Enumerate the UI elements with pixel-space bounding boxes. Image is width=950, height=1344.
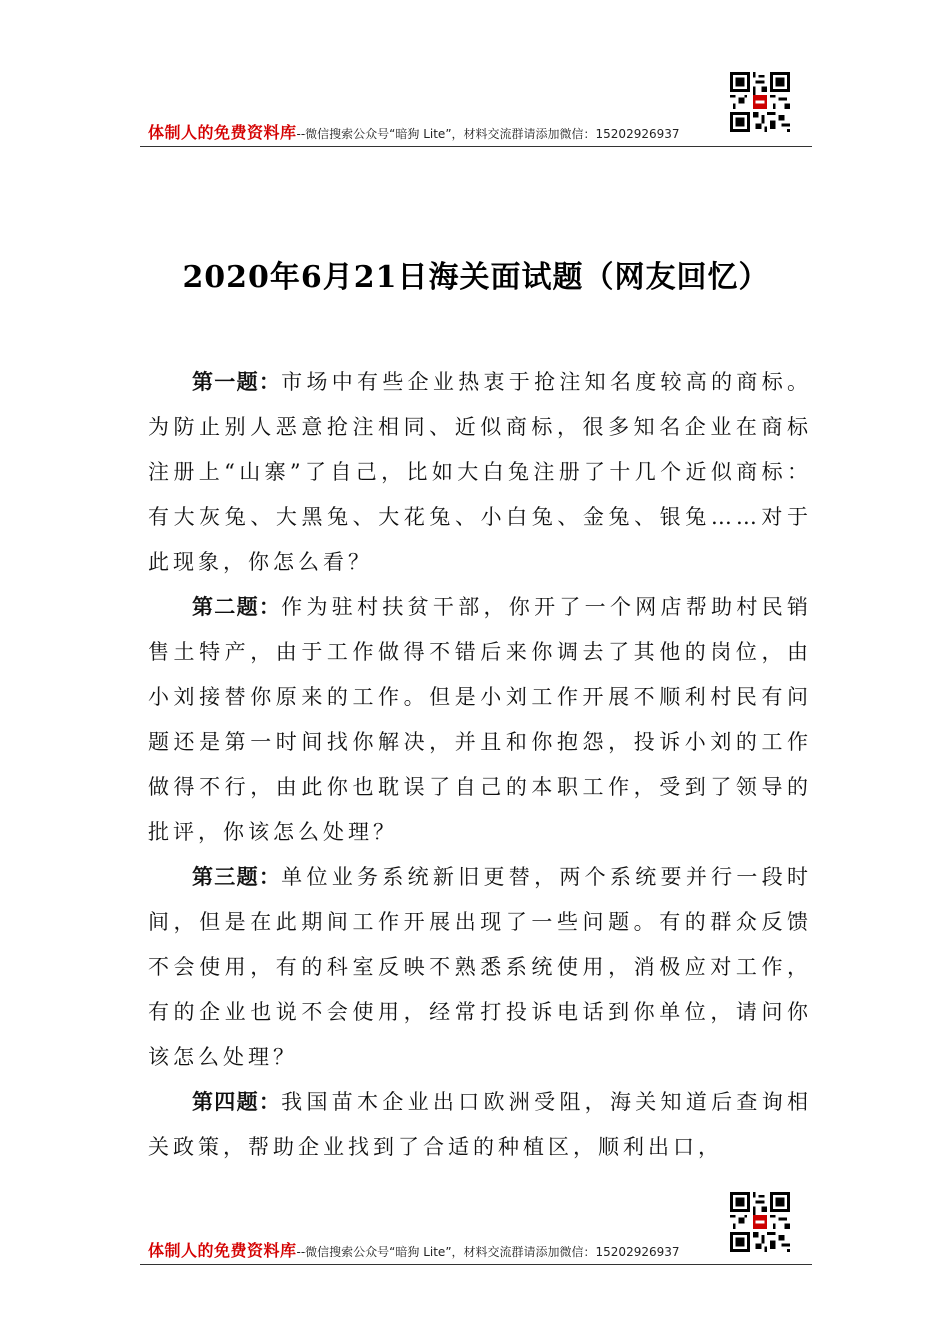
question-label: 第二题： [192,595,282,619]
footer-note: --微信搜索公众号“暗狗 Lite”，材料交流群请添加微信：15202926937 [296,1245,680,1259]
question-text: 我国苗木企业出口欧洲受阻，海关知道后查询相关政策，帮助企业找到了合适的种植区，顺利出口， [148,1090,812,1159]
header-rule [140,146,812,147]
footer-brand: 体制人的免费资料库 [148,1241,297,1260]
header-brand: 体制人的免费资料库 [148,123,297,142]
document-body [148,360,812,1160]
question-label: 第三题： [192,865,282,889]
header-banner [148,122,812,144]
question-paragraph [148,1080,812,1160]
page-title: 2020年6月21日海关面试题（网友回忆） [182,260,770,295]
question-text: 单位业务系统新旧更替，两个系统要并行一段时间，但是在此期间工作开展出现了一些问题。有的群众反馈不会使用，有的科室反映不熟悉系统使用，消极应对工作，有的企业也说不会使用，经常打投诉电话到你单位，请问你该怎么处理？ [148,865,812,1069]
question-text: 作为驻村扶贫干部，你开了一个网店帮助村民销售土特产，由于工作做得不错后来你调去了其他的岗位，由小刘接替你原来的工作。但是小刘工作开展不顺利村民有问题还是第一时间找你解决，并且和你抱怨，投诉小刘的工作做得不行，由此你也耽误了自己的本职工作，受到了领导的批评，你该怎么处理？ [148,595,812,844]
question-label: 第一题： [192,370,282,394]
question-text: 市场中有些企业热衷于抢注知名度较高的商标。为防止别人恶意抢注相同、近似商标，很多知名企业在商标注册上“山寨”了自己，比如大白兔注册了十几个近似商标：有大灰兔、大黑兔、大花兔、小白兔、金兔、银兔……对于此现象，你怎么看？ [148,370,812,574]
question-label: 第四题： [192,1090,282,1114]
footer-rule [140,1264,812,1265]
question-paragraph [148,360,812,585]
question-paragraph [148,585,812,855]
footer-banner [148,1240,812,1262]
header-note: --微信搜索公众号“暗狗 Lite”，材料交流群请添加微信：15202926937 [296,127,680,141]
question-paragraph [148,855,812,1080]
